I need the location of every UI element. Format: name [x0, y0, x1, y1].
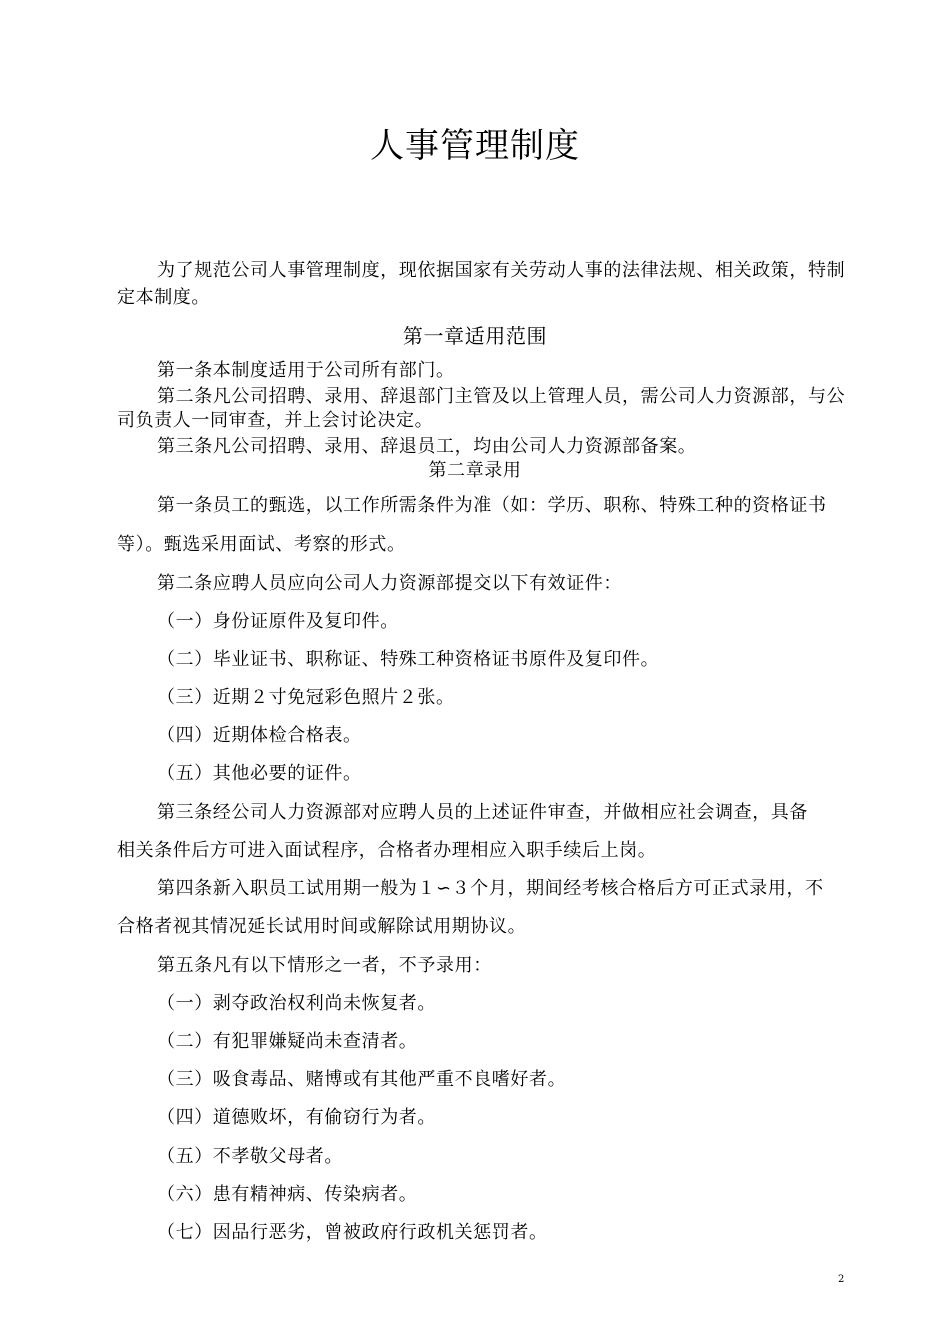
chapter-heading: 第一章适用范围: [402, 324, 548, 348]
article-line: 相关条件后方可进入面试程序，合格者办理相应入职手续后上岗。: [117, 840, 657, 861]
article-line: 等）。甄选采用面试、考察的形式。: [117, 534, 406, 555]
list-item: （五）不孝敬父母者。: [157, 1146, 343, 1167]
list-item: （一）剥夺政治权利尚未恢复者。: [157, 993, 436, 1014]
list-item: （二）有犯罪嫌疑尚未查清者。: [157, 1031, 418, 1052]
chapter-heading: 第二章录用: [428, 460, 522, 481]
intro-line: 为了规范公司人事管理制度，现依据国家有关劳动人事的法律法规、相关政策，特制: [157, 260, 846, 281]
list-item: （三）近期２寸免冠彩色照片２张。: [157, 687, 455, 708]
article-line: 第三条经公司人力资源部对应聘人员的上述证件审查，并做相应社会调查，具备: [157, 802, 808, 823]
article-line: 第三条凡公司招聘、录用、辞退员工，均由公司人力资源部备案。: [157, 436, 697, 457]
list-item: （七）因品行恶劣，曾被政府行政机关惩罚者。: [157, 1222, 548, 1243]
article-line: 第一条员工的甄选，以工作所需条件为准（如：学历、职称、特殊工种的资格证书: [157, 495, 827, 516]
document-title: 人事管理制度: [370, 126, 580, 166]
list-item: （三）吸食毒品、赌博或有其他严重不良嗜好者。: [157, 1069, 567, 1090]
list-item: （二）毕业证书、职称证、特殊工种资格证书原件及复印件。: [157, 649, 660, 670]
list-item: （四）道德败坏，有偷窃行为者。: [157, 1107, 436, 1128]
article-line: 第四条新入职员工试用期一般为１∽３个月，期间经考核合格后方可正式录用，不: [157, 878, 824, 899]
article-line: 合格者视其情况延长试用时间或解除试用期协议。: [117, 916, 527, 937]
article-line: 第五条凡有以下情形之一者，不予录用：: [157, 955, 492, 976]
article-line: 第二条应聘人员应向公司人力资源部提交以下有效证件：: [157, 573, 622, 594]
list-item: （一）身份证原件及复印件。: [157, 611, 399, 632]
list-item: （四）近期体检合格表。: [157, 725, 362, 746]
article-line: 第一条本制度适用于公司所有部门。: [157, 360, 455, 381]
intro-line: 定本制度。: [117, 287, 210, 308]
page-number: 2: [838, 1274, 845, 1285]
list-item: （六）患有精神病、传染病者。: [157, 1184, 418, 1205]
list-item: （五）其他必要的证件。: [157, 763, 362, 784]
article-line: 第二条凡公司招聘、录用、辞退部门主管及以上管理人员，需公司人力资源部，与公: [157, 386, 846, 407]
article-line: 司负责人一同审查，并上会讨论决定。: [117, 410, 434, 431]
